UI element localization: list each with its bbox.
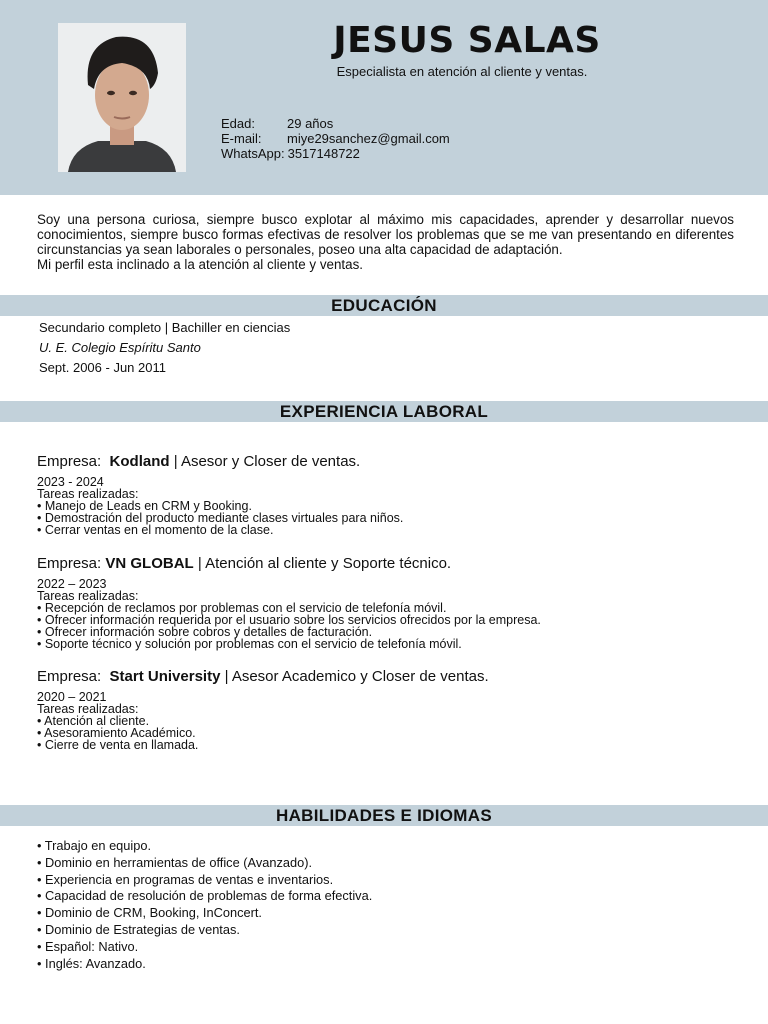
job-header bbox=[37, 668, 489, 686]
job-task: • Recepción de reclamos por problemas con el servicio de telefonía móvil. bbox=[37, 601, 447, 615]
contact-row-email bbox=[221, 131, 450, 146]
skill-item: • Capacidad de resolución de problemas de forma efectiva. bbox=[37, 888, 373, 904]
skill-item: • Español: Nativo. bbox=[37, 938, 139, 954]
contact-label: Edad: bbox=[221, 116, 255, 131]
job-role: | Asesor Academico y Closer de ventas. bbox=[224, 668, 489, 685]
job-task: • Atención al cliente. bbox=[37, 714, 150, 728]
contact-value-email[interactable]: miye29sanchez@gmail.com bbox=[287, 131, 450, 146]
contact-row-whatsapp bbox=[221, 146, 450, 161]
summary-line: Mi perfil esta inclinado a la atención al cliente y ventas. bbox=[37, 257, 364, 272]
job-task: • Cierre de venta en llamada. bbox=[37, 738, 199, 752]
job-company: Kodland bbox=[109, 453, 170, 470]
education-dates: Sept. 2006 - Jun 2011 bbox=[39, 360, 166, 375]
job-task: • Demostración del producto mediante clases virtuales para niños. bbox=[37, 511, 404, 525]
contact-value: 29 años bbox=[287, 116, 334, 131]
contact-info bbox=[221, 116, 450, 161]
job-task: • Cerrar ventas en el momento de la clase. bbox=[37, 523, 274, 537]
job-role: | Atención al cliente y Soporte técnico. bbox=[197, 555, 452, 572]
job-task: • Ofrecer información sobre cobros y detalles de facturación. bbox=[37, 625, 373, 639]
profile-photo bbox=[58, 23, 186, 172]
job-entry bbox=[37, 668, 489, 751]
section-title-education: EDUCACIÓN bbox=[0, 295, 768, 316]
job-dates: 2022 – 2023 bbox=[37, 577, 107, 591]
contact-row-age bbox=[221, 116, 450, 131]
skill-item: • Experiencia en programas de ventas e inventarios. bbox=[37, 871, 334, 887]
job-tasks-label: Tareas realizadas: bbox=[37, 702, 139, 716]
job-task: • Manejo de Leads en CRM y Booking. bbox=[37, 499, 252, 513]
skills-list bbox=[37, 838, 372, 972]
job-entry bbox=[37, 453, 403, 536]
section-title-skills: HABILIDADES E IDIOMAS bbox=[0, 805, 768, 826]
skill-item: • Trabajo en equipo. bbox=[37, 838, 152, 853]
job-role: | Asesor y Closer de ventas. bbox=[173, 453, 361, 470]
section-title-experience: EXPERIENCIA LABORAL bbox=[0, 401, 768, 422]
contact-label: WhatsApp: bbox=[221, 146, 285, 161]
skill-item: • Dominio de CRM, Booking, InConcert. bbox=[37, 905, 262, 921]
job-dates: 2020 – 2021 bbox=[37, 690, 107, 704]
job-prefix: Empresa: bbox=[37, 453, 102, 470]
contact-label: E-mail: bbox=[221, 131, 262, 146]
job-entry bbox=[37, 555, 541, 650]
job-title: Especialista en atención al cliente y ventas. bbox=[336, 64, 588, 79]
job-dates: 2023 - 2024 bbox=[37, 475, 104, 489]
job-task: • Asesoramiento Académico. bbox=[37, 726, 196, 740]
profile-summary bbox=[37, 212, 734, 272]
skill-item: • Dominio de Estrategias de ventas. bbox=[37, 921, 240, 937]
job-prefix: Empresa: bbox=[37, 555, 102, 572]
job-tasks-label: Tareas realizadas: bbox=[37, 589, 139, 603]
person-name: JESUS SALAS bbox=[333, 20, 601, 61]
job-task: • Ofrecer información requerida por el usuario sobre los servicios ofrecidos por la empresa. bbox=[37, 613, 541, 627]
skill-item: • Dominio en herramientas de office (Avanzado). bbox=[37, 854, 313, 870]
job-header bbox=[37, 555, 541, 573]
header-banner bbox=[0, 0, 768, 195]
skill-item: • Inglés: Avanzado. bbox=[37, 955, 146, 971]
summary-paragraph: Soy una persona curiosa, siempre busco explotar al máximo mis capacidades, aprender y desarrollar nuevos conocimientos, siempre busco formas efectivas de resolver los problemas que se me van presentando en diferentes circunstancias ya sean laborales o personales, poseo una alta capacidad de adaptación. bbox=[37, 212, 734, 257]
job-header bbox=[37, 453, 403, 471]
job-company: VN GLOBAL bbox=[105, 555, 194, 572]
education-school: U. E. Colegio Espíritu Santo bbox=[39, 340, 201, 355]
job-task: • Soporte técnico y solución por problemas con el servicio de telefonía móvil. bbox=[37, 637, 462, 651]
education-degree: Secundario completo | Bachiller en ciencias bbox=[39, 320, 291, 335]
job-tasks-label: Tareas realizadas: bbox=[37, 487, 139, 501]
job-prefix: Empresa: bbox=[37, 668, 102, 685]
profile-photo-image bbox=[58, 23, 186, 172]
job-company: Start University bbox=[109, 668, 221, 685]
contact-value-phone[interactable]: 3517148722 bbox=[287, 146, 360, 161]
education-entry bbox=[39, 320, 290, 380]
